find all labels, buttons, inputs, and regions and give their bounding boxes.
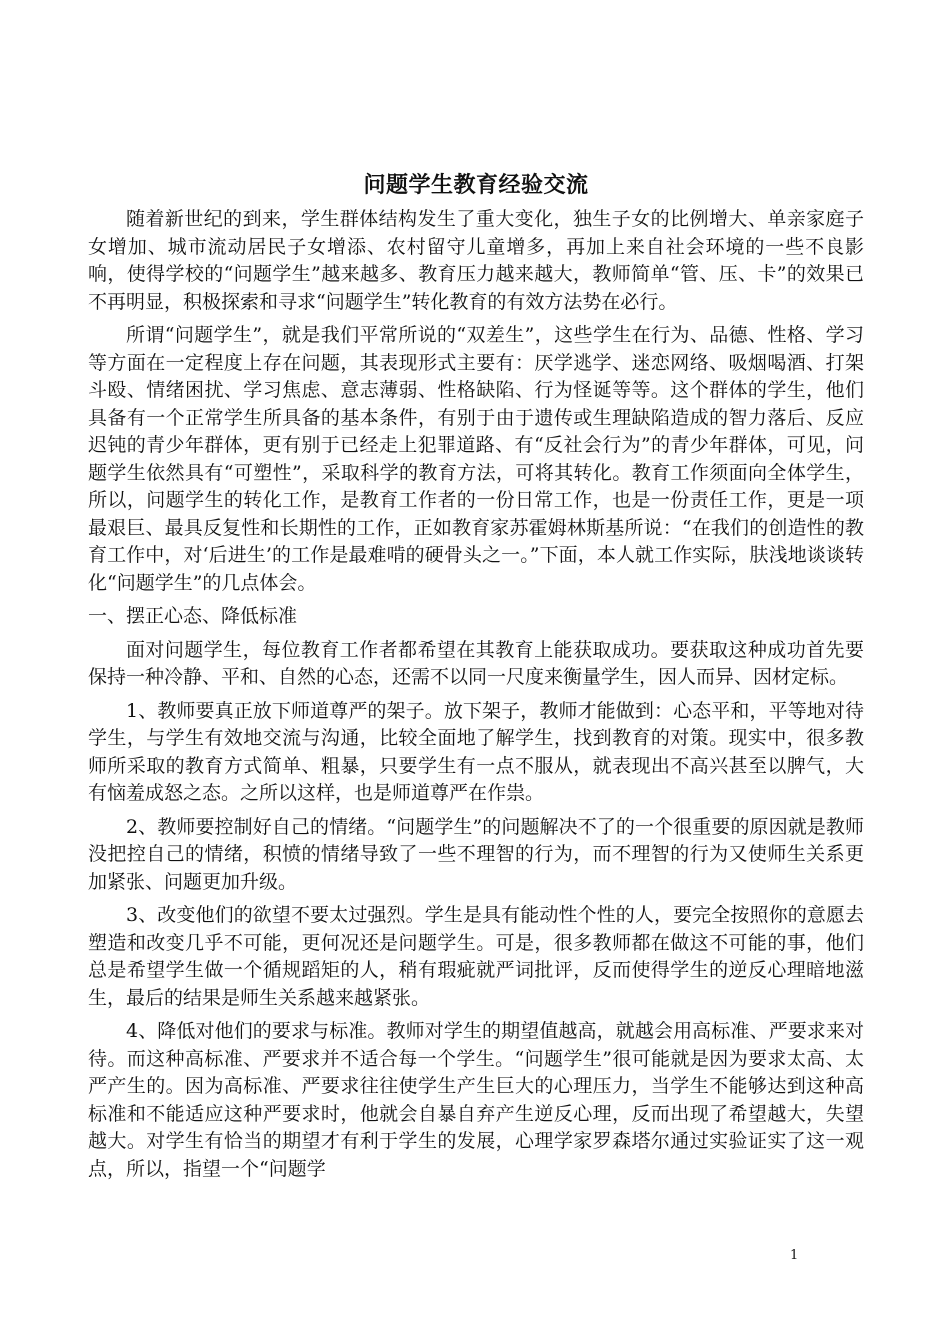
section1-paragraph-1: 面对问题学生，每位教育工作者都希望在其教育上能获取成功。要获取这种成功首先要保持一种冷静、平和、自然的心态，还需不以同一尺度来衡量学生，因人而异、因材定标。 [88, 638, 864, 688]
section1-paragraph-3: 2、教师要控制好自己的情绪。“问题学生”的问题解决不了的一个很重要的原因就是教师没把控自己的情绪，积愤的情绪导致了一些不理智的行为，而不理智的行为又使师生关系更加紧张、问题更加升级。 [88, 815, 864, 893]
section-heading-1: 一、摆正心态、降低标准 [88, 605, 298, 627]
page-number: 1 [790, 1248, 799, 1263]
document-page [88, 168, 864, 1189]
section1-paragraph-2: 1、教师要真正放下师道尊严的架子。放下架子，教师才能做到：心态平和，平等地对待学生，与学生有效地交流与沟通，比较全面地了解学生，找到教育的对策。现实中，很多教师所采取的教育方式简单、粗暴，只要学生有一点不服从，就表现出不高兴甚至以脾气，大有恼羞成怒之态。之所以这样，也是师道尊严在作祟。 [88, 699, 864, 804]
section1-paragraph-4: 3、改变他们的欲望不要太过强烈。学生是具有能动性个性的人，要完全按照你的意愿去塑造和改变几乎不可能，更何况还是问题学生。可是，很多教师都在做这不可能的事，他们总是希望学生做一个循规蹈矩的人，稍有瑕疵就严词批评，反而使得学生的逆反心理暗地滋生，最后的结果是师生关系越来越紧张。 [88, 904, 864, 1009]
intro-paragraph-2: 所谓“问题学生”，就是我们平常所说的“双差生”，这些学生在行为、品德、性格、学习等方面在一定程度上存在问题，其表现形式主要有：厌学逃学、迷恋网络、吸烟喝酒、打架斗殴、情绪困扰、学习焦虑、意志薄弱、性格缺陷、行为怪诞等等。这个群体的学生，他们具备有一个正常学生所具备的基本条件，有别于由于遗传或生理缺陷造成的智力落后、反应迟钝的青少年群体，更有别于已经走上犯罪道路、有“反社会行为”的青少年群体，可见，问题学生依然具有“可塑性”，采取科学的教育方法，可将其转化。教育工作须面向全体学生，所以，问题学生的转化工作，是教育工作者的一份日常工作，也是一份责任工作，更是一项最艰巨、最具反复性和长期性的工作，正如教育家苏霍姆林斯基所说：“在我们的创造性的教育工作中，对‘后进生’的工作是最难啃的硬骨头之一。”下面，本人就工作实际，肤浅地谈谈转化“问题学生”的几点体会。 [88, 324, 864, 594]
intro-paragraph-1: 随着新世纪的到来，学生群体结构发生了重大变化，独生子女的比例增大、单亲家庭子女增加、城市流动居民子女增添、农村留守儿童增多，再加上来自社会环境的一些不良影响，使得学校的“问题学生”越来越多、教育压力越来越大，教师简单“管、压、卡”的效果已不再明显，积极探索和寻求“问题学生”转化教育的有效方法势在必行。 [88, 208, 864, 313]
document-title: 问题学生教育经验交流 [363, 172, 589, 198]
section1-paragraph-5: 4、降低对他们的要求与标准。教师对学生的期望值越高，就越会用高标准、严要求来对待。而这种高标准、严要求并不适合每一个学生。“问题学生”很可能就是因为要求太高、太严产生的。因为高标准、严要求往往使学生产生巨大的心理压力，当学生不能够达到这种高标准和不能适应这种严要求时，他就会自暴自弃产生逆反心理，反而出现了希望越大，失望越大。对学生有恰当的期望才有利于学生的发展，心理学家罗森塔尔通过实验证实了这一观点，所以，指望一个“问题学 [88, 1020, 864, 1180]
